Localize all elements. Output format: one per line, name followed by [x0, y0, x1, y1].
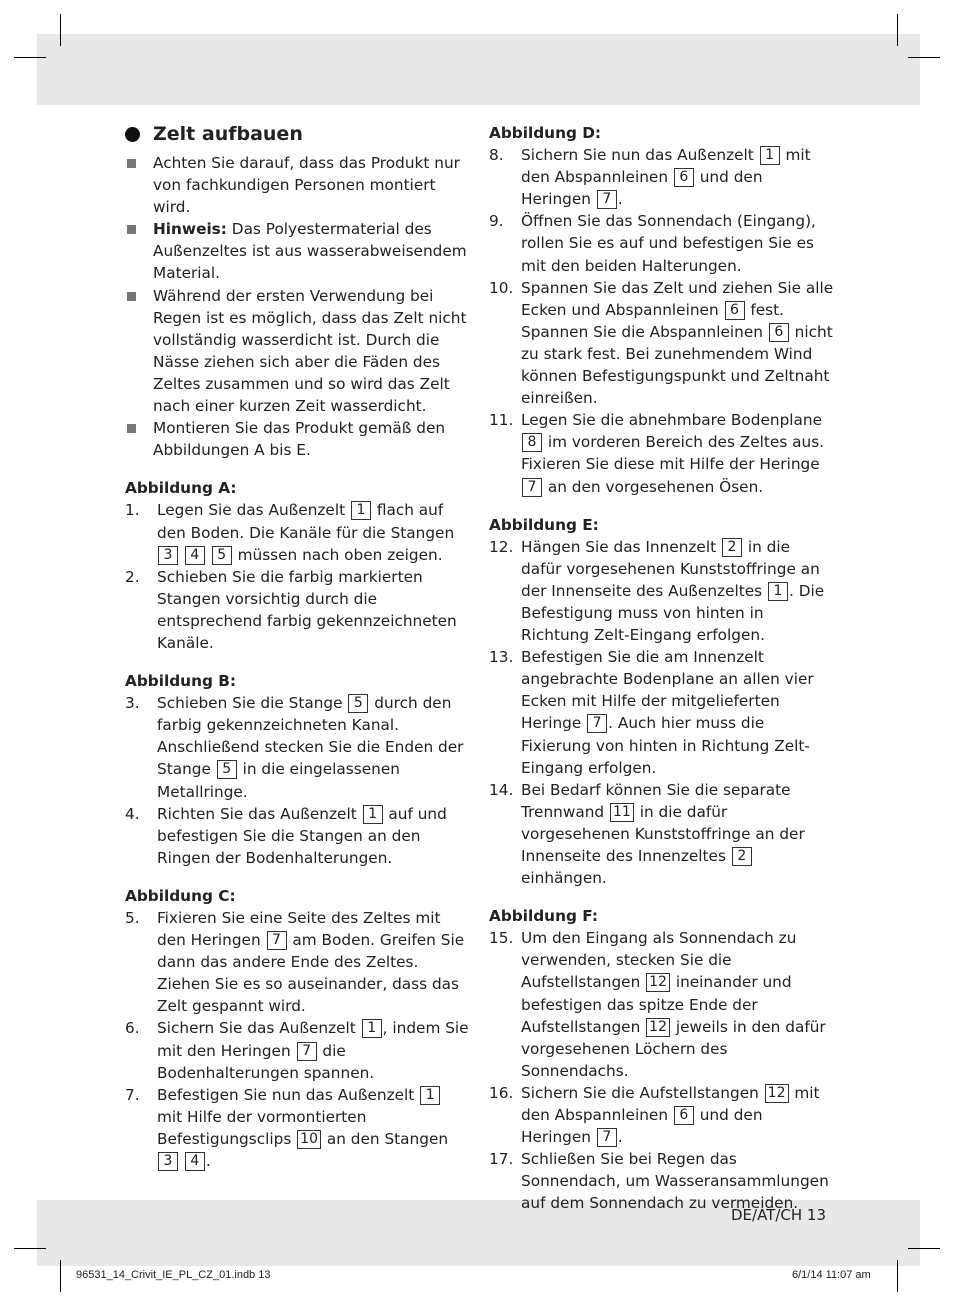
bullet-bold-label: Hinweis: [153, 220, 227, 239]
step-text: Schieben Sie die farbig markierten Stangen vorsichtig durch die entsprechend farbig gekennzeichneten Kanäle. [157, 567, 457, 652]
step-number: 5. [125, 909, 140, 927]
step-number: 15. [489, 929, 514, 948]
step-text: . [205, 1152, 211, 1171]
step-body [157, 1017, 470, 1083]
part-number-box: 6 [725, 301, 745, 320]
step-item [125, 803, 470, 869]
step-text: in die eingelassenen Metallringe. [157, 760, 400, 801]
step-item [489, 927, 834, 1082]
step-number: 14. [489, 780, 514, 799]
section-heading: Abbildung E: [489, 515, 599, 534]
step-text [179, 1152, 184, 1170]
step-text: . Auch hier muss die Fixierung von hinten in Richtung Zelt-Eingang erfolgen. [521, 714, 810, 777]
part-number-box: 7 [297, 1042, 317, 1061]
step-text [179, 546, 184, 564]
step-text: Sichern Sie das Außenzelt [157, 1019, 361, 1038]
step-item [125, 1084, 470, 1172]
step-number: 17. [489, 1150, 514, 1169]
part-number-box: 1 [420, 1086, 440, 1105]
step-body [521, 409, 834, 497]
step-text: , indem Sie mit den Heringen [157, 1019, 469, 1060]
step-item [125, 566, 470, 654]
step-text: . [617, 1128, 623, 1147]
crop-mark [908, 1248, 940, 1249]
part-number-box: 7 [587, 714, 607, 733]
step-number: 6. [125, 1019, 140, 1038]
step-body [521, 927, 834, 1082]
step-text: Richten Sie das Außenzelt [157, 804, 362, 823]
step-number: 9. [489, 212, 504, 231]
step-number: 7. [125, 1085, 140, 1104]
step-body [157, 1084, 470, 1172]
step-text: Bei Bedarf können Sie die separate Trennwand [521, 780, 791, 821]
bullet-text [153, 417, 470, 461]
crop-mark [908, 57, 940, 58]
part-number-box: 1 [768, 582, 788, 601]
step-number: 13. [489, 648, 514, 667]
step-text: . Die Befestigung muss von hinten in Richtung Zelt-Eingang erfolgen. [521, 581, 825, 645]
bullet-item [125, 218, 470, 284]
step-text: flach auf den Boden. Die Kanäle für die Stangen [157, 501, 455, 542]
step-text: und den Heringen [521, 1106, 763, 1147]
step-text: Sichern Sie die Aufstellstangen [521, 1083, 764, 1102]
step-text: Fixieren Sie eine Seite des Zeltes mit den Heringen [157, 909, 441, 950]
section-heading: Abbildung C: [125, 886, 236, 905]
step-text: Befestigen Sie nun das Außenzelt [157, 1085, 420, 1104]
left-sections [125, 477, 470, 1172]
step-body [157, 692, 470, 802]
step-body [521, 536, 834, 646]
part-number-box: 7 [522, 478, 542, 497]
step-text: Hängen Sie das Innenzelt [521, 537, 721, 556]
step-text: und den Heringen [521, 168, 763, 209]
part-number-box: 6 [674, 168, 694, 187]
part-number-box: 2 [722, 538, 742, 557]
part-number-box: 4 [185, 546, 205, 565]
step-body [157, 803, 470, 869]
part-number-box: 5 [348, 694, 368, 713]
step-item [125, 692, 470, 802]
square-bullet-icon [125, 218, 153, 284]
print-slug-date: 6/1/14 11:07 am [792, 1269, 871, 1281]
page-title [125, 120, 470, 148]
bullet-body: Achten Sie darauf, dass das Produkt nur von fachkundigen Personen montiert wird. [153, 154, 460, 217]
print-slug-file: 96531_14_Crivit_IE_PL_CZ_01.indb 13 [76, 1269, 271, 1281]
step-number: 11. [489, 411, 514, 430]
step-text: Legen Sie die abnehmbare Bodenplane [521, 411, 823, 430]
bullet-item [125, 417, 470, 461]
step-item [489, 536, 834, 646]
step-item [489, 144, 834, 210]
part-number-box: 1 [351, 501, 371, 520]
step-text: Um den Eingang als Sonnendach zu verwenden, stecken Sie die Aufstellstangen [521, 929, 797, 992]
section-heading: Abbildung F: [489, 907, 598, 926]
step-text: Sichern Sie nun das Außenzelt [521, 146, 759, 165]
step-text: jeweils in den dafür vorgesehenen Löchern des Sonnendachs. [521, 1017, 826, 1080]
part-number-box: 6 [674, 1106, 694, 1125]
step-text: ineinander und befestigen das spitze Ende der Aufstellstangen [521, 973, 792, 1036]
step-item [125, 499, 470, 565]
part-number-box: 2 [732, 847, 752, 866]
step-body [521, 1082, 834, 1148]
part-number-box: 12 [646, 973, 670, 992]
step-text: die Bodenhalterungen spannen. [157, 1041, 375, 1082]
step-text: müssen nach oben zeigen. [232, 545, 443, 564]
step-number: 2. [125, 567, 140, 586]
square-bullet-icon [125, 417, 153, 461]
step-text: Spannen Sie das Zelt und ziehen Sie alle Ecken und Abspannleinen [521, 278, 834, 319]
step-text: an den Stangen [321, 1129, 449, 1148]
left-column [125, 120, 470, 1172]
step-number: 8. [489, 146, 504, 165]
step-text: Schieben Sie die Stange [157, 694, 348, 713]
part-number-box: 10 [297, 1130, 321, 1149]
step-body [521, 277, 834, 410]
crop-mark [14, 1248, 46, 1249]
step-item [489, 210, 834, 276]
step-body [521, 779, 834, 889]
part-number-box: 3 [158, 1152, 178, 1171]
step-body [521, 210, 834, 276]
bullet-body: Montieren Sie das Produkt gemäß den Abbildungen A bis E. [153, 419, 446, 460]
square-bullet-icon [125, 285, 153, 418]
part-number-box: 7 [597, 1128, 617, 1147]
heading-text: Zelt aufbauen [153, 123, 303, 145]
step-body [521, 144, 834, 210]
step-text: mit den Abspannleinen [521, 146, 811, 187]
square-bullet-icon [125, 152, 153, 218]
step-item [125, 1017, 470, 1083]
right-sections [489, 122, 834, 1215]
step-text: Befestigen Sie die am Innenzelt angebrachte Bodenplane an allen vier Ecken mit Hilfe der mitgelieferten Heringe [521, 648, 814, 733]
step-text: nicht zu stark fest. Bei zunehmendem Wind können Befestigungspunkt und Zeltnaht einreißen. [521, 322, 833, 408]
part-number-box: 7 [597, 190, 617, 209]
bullet-item [125, 285, 470, 418]
page-number: DE/AT/CH 13 [731, 1206, 827, 1224]
section-heading: Abbildung D: [489, 124, 602, 142]
step-number: 16. [489, 1083, 514, 1102]
step-number: 10. [489, 278, 514, 297]
step-body [521, 1148, 834, 1214]
part-number-box: 1 [363, 805, 383, 824]
step-text: fest. Spannen Sie die Abspannleinen [521, 300, 785, 341]
step-body [521, 646, 834, 779]
step-body [157, 566, 470, 654]
part-number-box: 1 [362, 1019, 382, 1038]
step-item [125, 907, 470, 1017]
step-text: mit den Abspannleinen [521, 1083, 820, 1125]
part-number-box: 12 [646, 1018, 670, 1037]
step-text: auf und befestigen Sie die Stangen an den Ringen der Bodenhalterungen. [157, 804, 447, 867]
step-item [489, 1082, 834, 1148]
step-text: durch den farbig gekennzeichneten Kanal. Anschließend stecken Sie die Enden der Stange [157, 694, 464, 779]
part-number-box: 12 [765, 1084, 789, 1103]
section-heading: Abbildung B: [125, 672, 237, 691]
crop-mark [897, 1260, 898, 1292]
part-number-box: 3 [158, 546, 178, 565]
header-band [37, 34, 920, 105]
step-body [157, 907, 470, 1017]
part-number-box: 4 [185, 1152, 205, 1171]
step-text: in die dafür vorgesehenen Kunststoffringe an der Innenseite des Außenzeltes [521, 537, 820, 600]
crop-mark [14, 57, 46, 58]
step-text: einhängen. [521, 869, 607, 888]
step-number: 1. [125, 501, 140, 520]
step-item [489, 409, 834, 497]
step-number: 12. [489, 537, 514, 556]
bullet-body: Das Polyestermaterial des Außenzeltes ist aus wasserabweisendem Material. [153, 220, 467, 283]
bullet-text [153, 218, 470, 284]
step-text: mit Hilfe der vormontierten Befestigungsclips [157, 1107, 367, 1148]
part-number-box: 11 [610, 803, 634, 822]
part-number-box: 5 [217, 760, 237, 779]
bullet-text [153, 152, 470, 218]
step-item [489, 1148, 834, 1214]
step-text [206, 546, 211, 564]
crop-mark [60, 14, 61, 46]
bullet-item [125, 152, 470, 218]
part-number-box: 1 [760, 146, 780, 165]
section-heading: Abbildung A: [125, 479, 237, 498]
bullet-text [153, 285, 470, 418]
step-item [489, 277, 834, 410]
right-column [489, 122, 834, 1215]
step-text: . [617, 190, 623, 209]
step-item [489, 779, 834, 889]
crop-mark [60, 1260, 61, 1292]
step-body [157, 499, 470, 565]
part-number-box: 7 [267, 931, 287, 950]
step-text: Öffnen Sie das Sonnendach (Eingang), rollen Sie es auf und befestigen Sie es mit den beiden Halterungen. [521, 212, 816, 275]
step-number: 4. [125, 804, 140, 823]
part-number-box: 6 [769, 323, 789, 342]
step-text: in die dafür vorgesehenen Kunststoffringe an der Innenseite des Innenzeltes [521, 802, 805, 865]
part-number-box: 5 [212, 546, 232, 565]
step-text: am Boden. Greifen Sie dann das andere Ende des Zeltes. Ziehen Sie es so auseinander, dass das Zelt gespannt wird. [157, 931, 465, 1016]
step-text: Schließen Sie bei Regen das Sonnendach, um Wasseransammlungen auf dem Sonnendach zu vermeiden. [521, 1150, 829, 1213]
step-number: 3. [125, 694, 140, 713]
bullet-dot-icon [125, 127, 140, 142]
part-number-box: 8 [522, 433, 542, 452]
step-text: im vorderen Bereich des Zeltes aus. Fixieren Sie diese mit Hilfe der Heringe [521, 433, 825, 474]
bullet-list [125, 152, 470, 461]
step-text: Legen Sie das Außenzelt [157, 501, 350, 520]
bullet-body: Während der ersten Verwendung bei Regen ist es möglich, dass das Zelt nicht vollständig wasserdicht ist. Durch die Nässe ziehen sich aber die Fäden des Zeltes zusammen und so wird das Zelt nach einer kurzen Zeit wasserdicht. [153, 286, 467, 416]
step-item [489, 646, 834, 779]
crop-mark [897, 14, 898, 46]
step-text: an den vorgesehenen Ösen. [543, 477, 764, 496]
